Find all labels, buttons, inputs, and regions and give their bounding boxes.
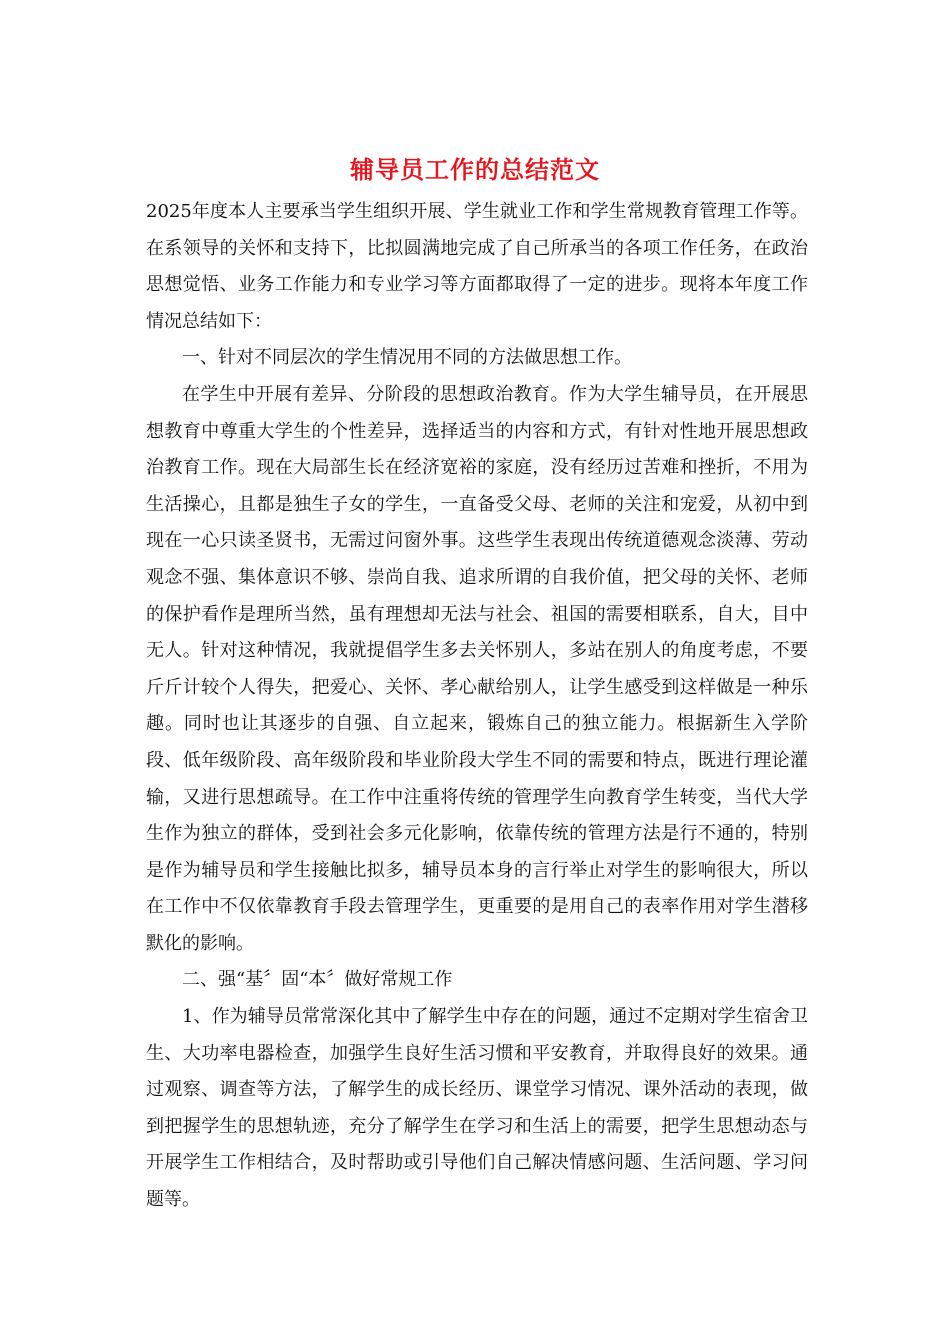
document-title: 辅导员工作的总结范文 <box>350 155 600 184</box>
heading-section-2: 二、强“基〞固“本〞做好常规工作 <box>182 969 453 991</box>
paragraph-section-2-item-1: 1、作为辅导员常常深化其中了解学生中存在的问题，通过不定期对学生宿舍卫生、大功率电器检查，加强学生良好生活习惯和平安教育，并取得良好的效果。通过观察、调查等方法，了解学生的成长经历、课堂学习情况、课外活动的表现，做到把握学生的思想轨迹，充分了解学生在学习和生活上的需要，把学生思想动态与开展学生工作相结合，及时帮助或引导他们自己解决情感问题、生活问题、学习问题等。 <box>146 1006 808 1211</box>
heading-section-1: 一、针对不同层次的学生情况用不同的方法做思想工作。 <box>182 347 632 369</box>
paragraph-intro: 2025年度本人主要承当学生组织开展、学生就业工作和学生常规教育管理工作等。在系领导的关怀和支持下，比拟圆满地完成了自己所承当的各项工作任务，在政治思想觉悟、业务工作能力和专业学习等方面都取得了一定的进步。现将本年度工作情况总结如下： <box>146 201 808 332</box>
document-body <box>146 194 808 1219</box>
paragraph-section-1: 在学生中开展有差异、分阶段的思想政治教育。作为大学生辅导员，在开展思想教育中尊重大学生的个性差异，选择适当的内容和方式，有针对性地开展思想政治教育工作。现在大局部生长在经济宽裕的家庭，没有经历过苦难和挫折，不用为生活操心，且都是独生子女的学生，一直备受父母、老师的关注和宠爱，从初中到现在一心只读圣贤书，无需过问窗外事。这些学生表现出传统道德观念淡薄、劳动观念不强、集体意识不够、崇尚自我、追求所谓的自我价值，把父母的关怀、老师的保护看作是理所当然，虽有理想却无法与社会、祖国的需要相联系，自大，目中无人。针对这种情况，我就提倡学生多去关怀别人，多站在别人的角度考虑，不要斤斤计较个人得失，把爱心、关怀、孝心献给别人，让学生感受到这样做是一种乐趣。同时也让其逐步的自强、自立起来，锻炼自己的独立能力。根据新生入学阶段、低年级阶段、高年级阶段和毕业阶段大学生不同的需要和特点，既进行理论灌输，又进行思想疏导。在工作中注重将传统的管理学生向教育学生转变，当代大学生作为独立的群体，受到社会多元化影响，依靠传统的管理方法是行不通的，特别是作为辅导员和学生接触比拟多，辅导员本身的言行举止对学生的影响很大，所以在工作中不仅依靠教育手段去管理学生，更重要的是用自己的表率作用对学生潜移默化的影响。 <box>146 383 808 954</box>
